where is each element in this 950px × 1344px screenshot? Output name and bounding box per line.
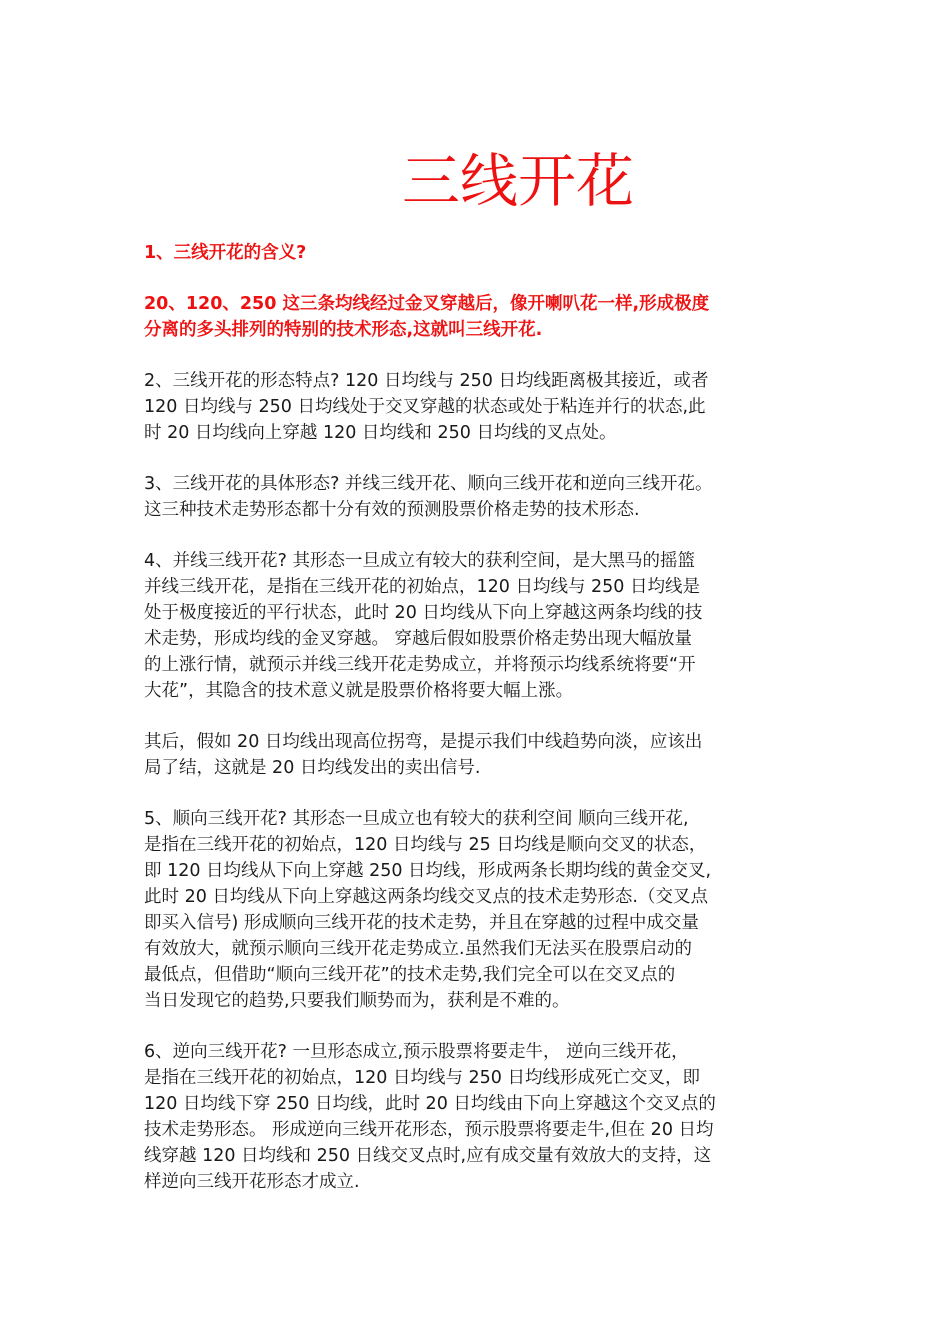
paragraph-line: 技术走势形态。 形成逆向三线开花形态，预示股票将要走牛,但在 20 日均 [144, 1120, 714, 1140]
paragraph-line: 这三种技术走势形态都十分有效的预测股票价格走势的技术形态. [144, 500, 640, 520]
paragraph-line: 4、并线三线开花? 其形态一旦成立有较大的获利空间，是大黑马的摇篮 [144, 551, 695, 571]
paragraph-line: 120 日均线与 250 日均线处于交叉穿越的状态或处于粘连并行的状态,此 [144, 397, 706, 417]
paragraph-line: 时 20 日均线向上穿越 120 日均线和 250 日均线的叉点处。 [144, 423, 617, 443]
paragraph-line: 当日发现它的趋势,只要我们顺势而为，获利是不难的。 [144, 991, 570, 1011]
paragraph-8 [144, 1039, 784, 1195]
paragraph-line: 术走势，形成均线的金叉穿越。 穿越后假如股票价格走势出现大幅放量 [144, 629, 693, 649]
paragraph-5 [144, 548, 784, 704]
paragraph-line: 1、三线开花的含义? [144, 243, 307, 263]
paragraph-line: 是指在三线开花的初始点，120 日均线与 250 日均线形成死亡交叉，即 [144, 1068, 700, 1088]
paragraph-line: 并线三线开花，是指在三线开花的初始点，120 日均线与 250 日均线是 [144, 577, 700, 597]
paragraph-7 [144, 806, 784, 1014]
document-body [144, 240, 784, 1220]
paragraph-line: 即 120 日均线从下向上穿越 250 日均线，形成两条长期均线的黄金交叉, [144, 861, 712, 881]
paragraph-line: 的上涨行情，就预示并线三线开花走势成立，并将预示均线系统将要“开 [144, 655, 696, 675]
paragraph-4 [144, 471, 784, 523]
paragraph-line: 其后，假如 20 日均线出现高位拐弯，是提示我们中线趋势向淡，应该出 [144, 732, 703, 752]
paragraph-3 [144, 368, 784, 446]
paragraph-line: 大花”，其隐含的技术意义就是股票价格将要大幅上涨。 [144, 681, 574, 701]
paragraph-line: 6、逆向三线开花? 一旦形态成立,预示股票将要走牛， 逆向三线开花， [144, 1042, 689, 1062]
paragraph-line: 局了结，这就是 20 日均线发出的卖出信号. [144, 758, 481, 778]
paragraph-line: 有效放大，就预示顺向三线开花走势成立.虽然我们无法买在股票启动的 [144, 939, 693, 959]
paragraph-line: 是指在三线开花的初始点，120 日均线与 25 日均线是顺向交叉的状态， [144, 835, 707, 855]
page-title: 三线开花 [401, 147, 634, 215]
paragraph-line: 20、120、250 这三条均线经过金叉穿越后，像开喇叭花一样,形成极度 [144, 294, 710, 314]
paragraph-2 [144, 291, 784, 343]
paragraph-line: 2、三线开花的形态特点? 120 日均线与 250 日均线距离极其接近，或者 [144, 371, 709, 391]
paragraph-line: 120 日均线下穿 250 日均线，此时 20 日均线由下向上穿越这个交叉点的 [144, 1094, 716, 1114]
paragraph-line: 处于极度接近的平行状态，此时 20 日均线从下向上穿越这两条均线的技 [144, 603, 703, 623]
paragraph-6 [144, 729, 784, 781]
paragraph-line: 此时 20 日均线从下向上穿越这两条均线交叉点的技术走势形态.（交叉点 [144, 887, 708, 907]
paragraph-1 [144, 240, 784, 266]
paragraph-line: 5、顺向三线开花? 其形态一旦成立也有较大的获利空间 顺向三线开花, [144, 809, 689, 829]
paragraph-line: 线穿越 120 日均线和 250 日线交叉点时,应有成交量有效放大的支持，这 [144, 1146, 712, 1166]
paragraph-line: 分离的多头排列的特别的技术形态,这就叫三线开花. [144, 320, 543, 340]
paragraph-line: 样逆向三线开花形态才成立. [144, 1172, 360, 1192]
paragraph-line: 最低点，但借助“顺向三线开花”的技术走势,我们完全可以在交叉点的 [144, 965, 676, 985]
paragraph-line: 即买入信号) 形成顺向三线开花的技术走势，并且在穿越的过程中成交量 [144, 913, 699, 933]
paragraph-line: 3、三线开花的具体形态? 并线三线开花、顺向三线开花和逆向三线开花。 [144, 474, 713, 494]
